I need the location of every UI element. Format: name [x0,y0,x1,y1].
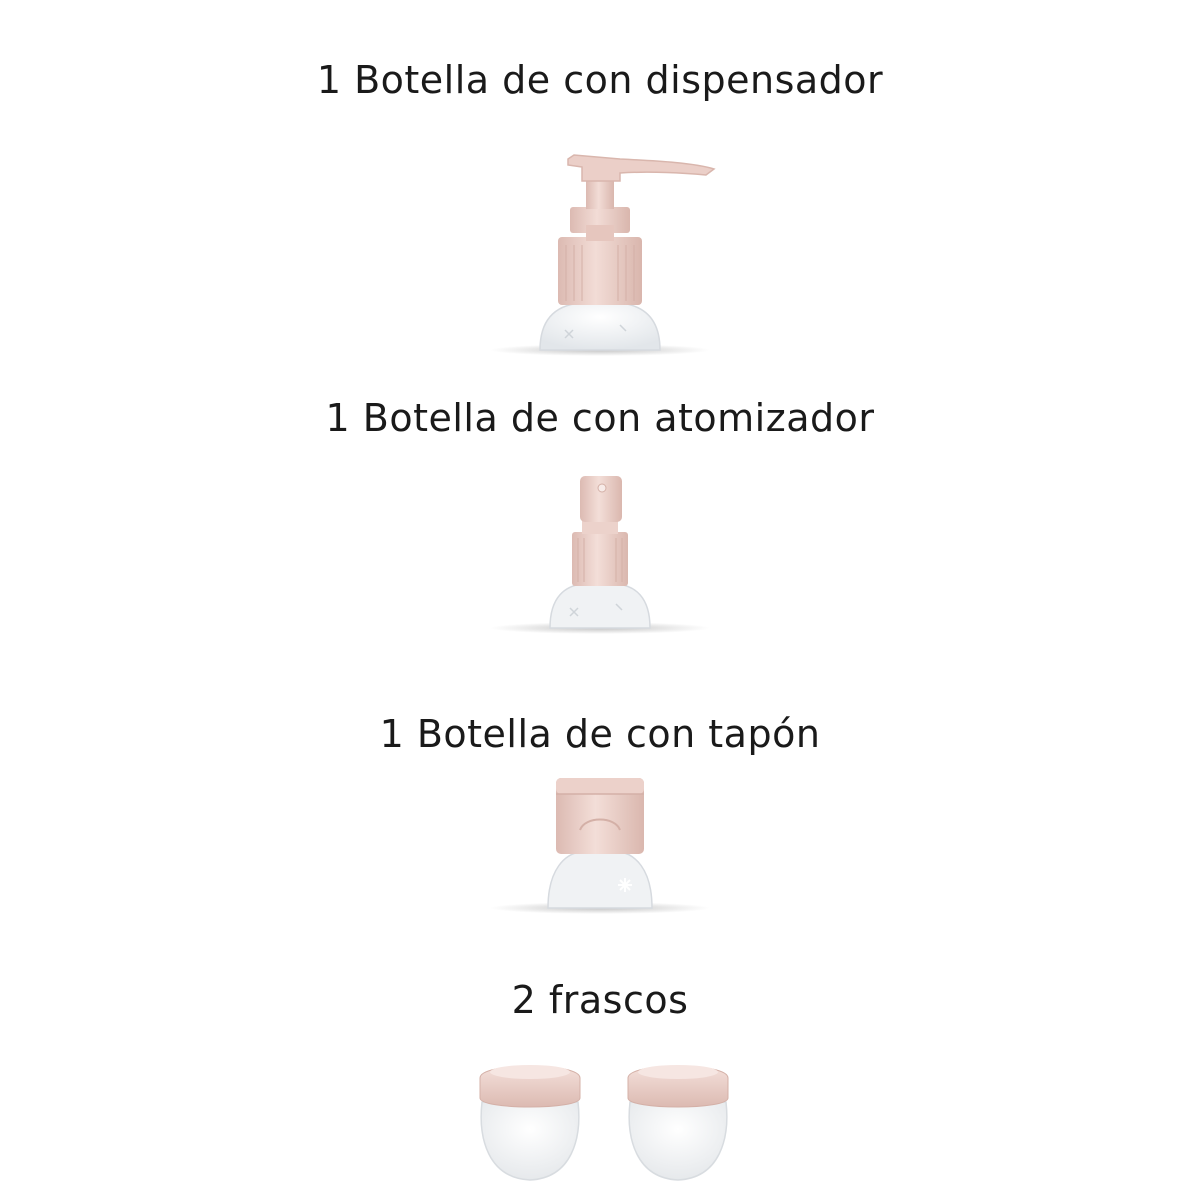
caption-atomizer: 1 Botella de con atomizador [325,396,875,440]
flip-cap-bottle-icon [470,768,730,918]
spray-bottle-icon [470,468,730,638]
caption-frascos: 2 frascos [511,978,689,1022]
cream-jars-group [460,1058,740,1190]
cream-jar-icon [628,1065,728,1180]
pump-bottle-icon [470,145,730,360]
caption-dispenser: 1 Botella de con dispensador [316,58,884,102]
cream-jar-icon [480,1065,580,1180]
caption-tapon: 1 Botella de con tapón [379,712,821,756]
